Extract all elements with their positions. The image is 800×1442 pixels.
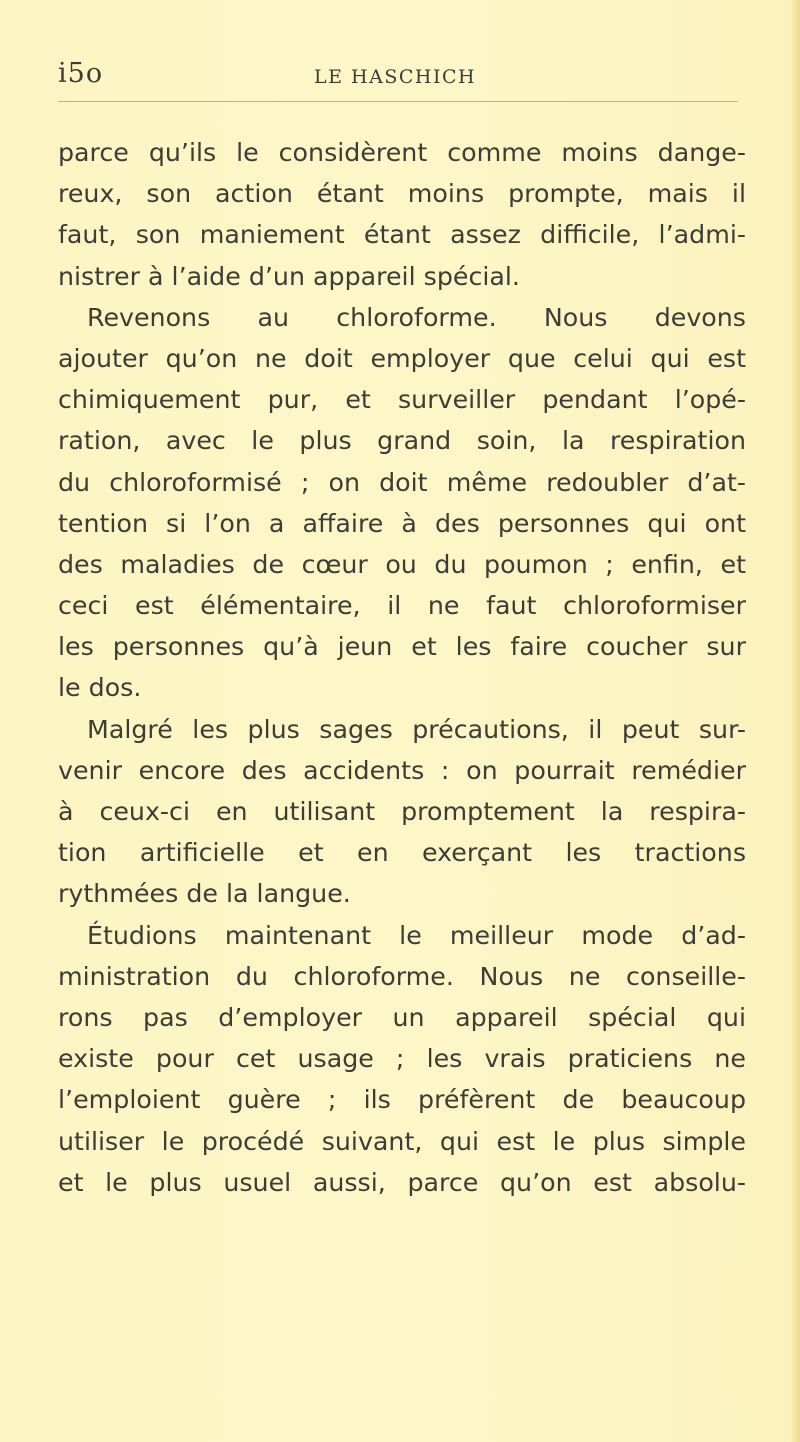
text-line: le dos. (58, 673, 142, 703)
header-rule (58, 101, 738, 102)
text-line: rons pas d’employer un appareil spécial qui (58, 1002, 746, 1032)
text-line: chimiquement pur, et surveiller pendant l’opé- (58, 385, 746, 415)
text-line: reux, son action étant moins prompte, mais il (58, 179, 746, 209)
text-line: Malgré les plus sages précautions, il peut sur- (87, 714, 746, 744)
text-line: utiliser le procédé suivant, qui est le plus simple (58, 1126, 746, 1156)
text-line: et le plus usuel aussi, parce qu’on est absolu- (58, 1167, 746, 1197)
page-header (58, 58, 738, 92)
page-edge-shadow (790, 0, 800, 1442)
text-line: venir encore des accidents : on pourrait remédier (58, 755, 746, 785)
text-line: existe pour cet usage ; les vrais praticiens ne (58, 1044, 746, 1074)
text-line: du chloroformisé ; on doit même redoubler d’at- (58, 467, 746, 497)
text-line: Étudions maintenant le meilleur mode d’ad- (87, 920, 746, 950)
text-line: ministration du chloroforme. Nous ne conseille- (58, 961, 746, 991)
text-line: ration, avec le plus grand soin, la respiration (58, 426, 746, 456)
body-text (58, 132, 746, 1203)
text-line: nistrer à l’aide d’un appareil spécial. (58, 261, 520, 291)
text-line: ajouter qu’on ne doit employer que celui qui est (58, 343, 746, 373)
text-line: à ceux-ci en utilisant promptement la respira- (58, 797, 746, 826)
text-line: l’emploient guère ; ils préfèrent de beaucoup (58, 1085, 746, 1115)
running-title: LE HASCHICH (314, 66, 477, 88)
text-line: tion artificielle et en exerçant les tractions (58, 838, 746, 868)
page-number: i5o (58, 58, 104, 89)
text-line: rythmées de la langue. (58, 879, 351, 909)
text-line: Revenons au chloroforme. Nous devons (87, 302, 746, 332)
text-line: les personnes qu’à jeun et les faire coucher sur (58, 632, 746, 662)
text-line: des maladies de cœur ou du poumon ; enfin, et (58, 549, 746, 579)
text-line: parce qu’ils le considèrent comme moins dange- (58, 138, 746, 167)
text-line: tention si l’on a affaire à des personnes qui ont (58, 508, 746, 538)
text-line: faut, son maniement étant assez difficile, l’admi- (58, 220, 746, 250)
text-line: ceci est élémentaire, il ne faut chloroformiser (58, 591, 746, 621)
